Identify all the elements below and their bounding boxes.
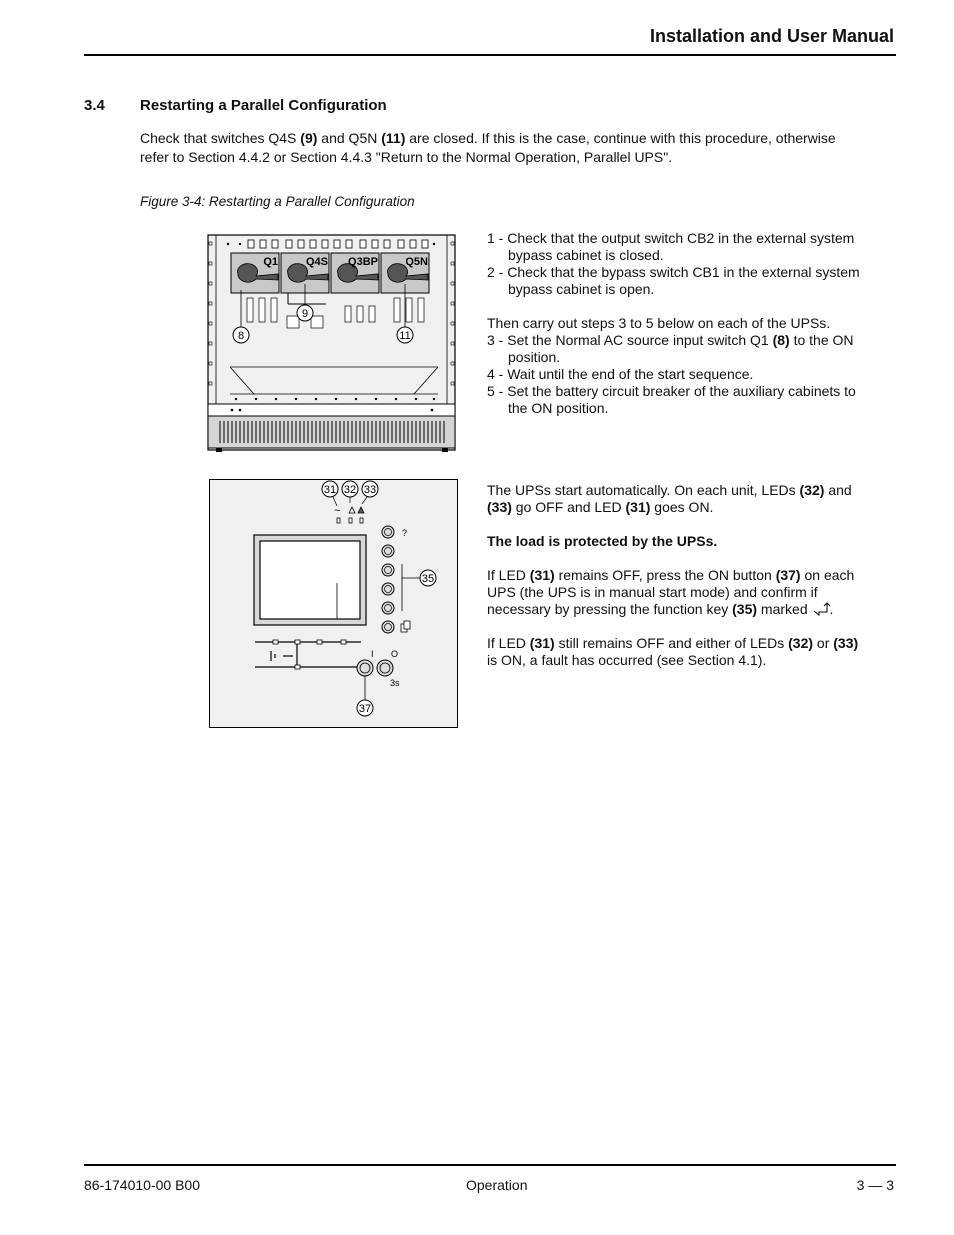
step-1: 1 - Check that the output switch CB2 in the external system bypass cabinet is closed. <box>487 230 855 263</box>
callout-11: 11 <box>399 330 411 342</box>
page-header-title: Installation and User Manual <box>649 26 894 46</box>
switch-label-q4s: Q4S <box>305 256 328 268</box>
callout-9: 9 <box>301 308 309 320</box>
confirm-key-icon <box>812 602 830 616</box>
switch-label-q1: Q1 <box>263 256 278 268</box>
step-4: 4 - Wait until the end of the start sequence. <box>487 366 754 382</box>
callout-32: 32 <box>343 484 357 496</box>
function-key-1[interactable] <box>382 526 394 538</box>
callout-37: 37 <box>358 703 372 715</box>
intro-paragraph: Check that switches Q4S (9) and Q5N (11) are closed. If this is the case, continue with this procedure, otherwise refer to Section 4.4.2 or Section 4.4.3 "Return to the Normal Operation, Parallel UPS". <box>140 130 836 165</box>
control-panel-illustration <box>209 479 459 729</box>
footer-chapter: Operation <box>466 1177 528 1193</box>
step-2: 2 - Check that the bypass switch CB1 in the external system bypass cabinet is open. <box>487 264 860 297</box>
function-key-2[interactable] <box>382 545 394 557</box>
callout-35: 35 <box>421 573 435 585</box>
function-key-4[interactable] <box>382 583 394 595</box>
footer-page-number: 3 — 3 <box>856 1177 894 1193</box>
step-3: 3 - Set the Normal AC source input switch Q1 (8) to the ON position. <box>487 332 854 365</box>
callout-8: 8 <box>237 330 245 342</box>
footer-rule <box>84 1164 896 1166</box>
figure-caption: Figure 3-4: Restarting a Parallel Configuration <box>140 194 415 209</box>
help-key-label: ? <box>402 528 408 538</box>
callout-33: 33 <box>363 484 377 496</box>
steps-text <box>487 230 867 417</box>
led-32 <box>349 518 352 523</box>
function-key-6[interactable] <box>382 621 394 633</box>
result-paragraph-3: If LED (31) remains OFF, press the ON button (37) on each UPS (the UPS is in manual start mode) and confirm if necessary by pressing the function key (35) marked . <box>487 567 855 617</box>
result-paragraph-1: The UPSs start automatically. On each unit, LEDs (32) and (33) go OFF and LED (31) goes ON. <box>487 482 852 515</box>
hold-time-label: 3s <box>390 678 400 688</box>
function-key-5[interactable] <box>382 602 394 614</box>
section-title: Restarting a Parallel Configuration <box>140 97 387 114</box>
function-key-3[interactable] <box>382 564 394 576</box>
section-number: 3.4 <box>84 97 105 114</box>
led-33 <box>360 518 363 523</box>
header-rule <box>84 54 896 56</box>
result-text <box>487 482 867 669</box>
callout-31: 31 <box>323 484 337 496</box>
footer-doc-number: 86-174010-00 B00 <box>84 1177 200 1193</box>
on-symbol-label: I <box>371 649 374 659</box>
off-symbol-label: O <box>391 649 399 659</box>
steps-intro: Then carry out steps 3 to 5 below on each of the UPSs. <box>487 315 831 331</box>
led-31 <box>337 518 340 523</box>
switch-label-q3bp: Q3BP <box>348 256 378 268</box>
result-paragraph-4: If LED (31) still remains OFF and either of LEDs (32) or (33) is ON, a fault has occurred (see Section 4.1). <box>487 635 859 668</box>
result-paragraph-2: The load is protected by the UPSs. <box>487 533 718 549</box>
switch-cabinet-illustration <box>206 232 458 454</box>
switch-label-q5n: Q5N <box>405 256 428 268</box>
ac-symbol-icon: ~ <box>334 505 341 517</box>
off-button[interactable] <box>377 660 393 676</box>
on-button[interactable] <box>357 660 373 676</box>
step-5: 5 - Set the battery circuit breaker of the auxiliary cabinets to the ON position. <box>487 383 856 416</box>
